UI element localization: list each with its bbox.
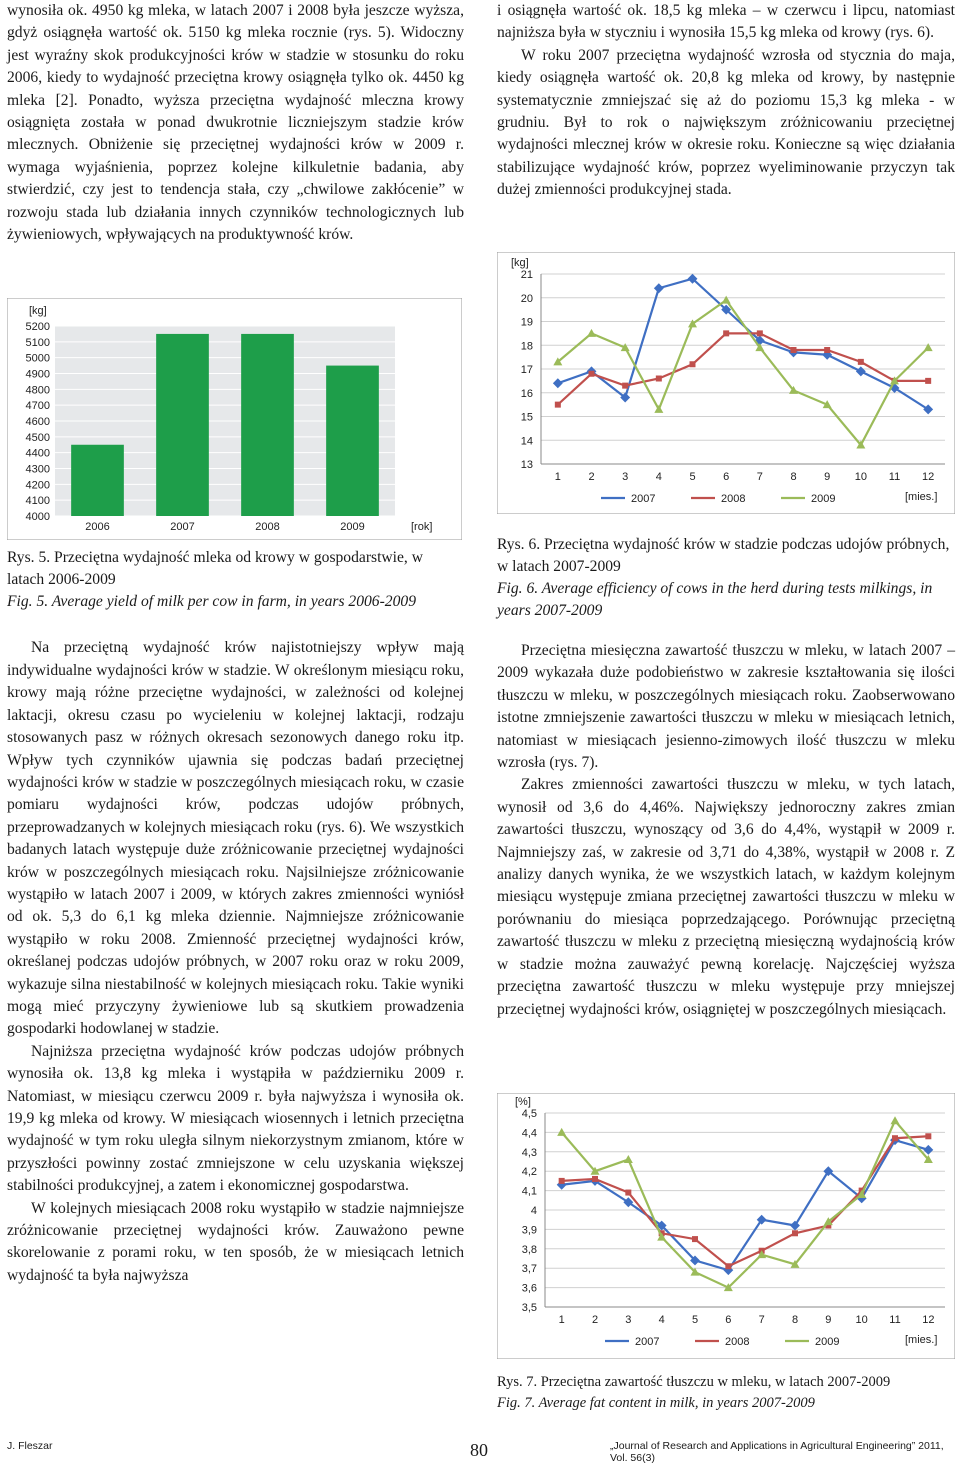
legend-label: 2009	[811, 493, 836, 505]
left-column	[7, 0, 464, 1287]
fig7-caption-pl: Rys. 7. Przeciętna zawartość tłuszczu w mleku, w latach 2007-2009	[497, 1374, 891, 1390]
fig5-caption-pl: Rys. 5. Przeciętna wydajność mleka od krowy w gospodarstwie, w latach 2006-2009	[7, 549, 423, 589]
left-top-paragraph: wynosiła ok. 4950 kg mleka, w latach 2007 i 2008 była jeszcze wyższa, gdyż osiągnęła wartość ok. 5150 kg mleka rocznie (rys. 5). Widoczny jest wyraźny skok produkcyjności krów w stadzie w stosunku do roku 2006, kiedy to wydajność przeciętna krowy osiągnęła tylko ok. 4450 kg mleka [2]. Ponadto, wyższa przeciętna wydajność mleczna krowy osiągnięta została w ponad dwukrotnie liczniejszym stadzie krów mlecznych. Obniżenie się przeciętnej wydajności krów w 2009 r. wymaga wyjaśnienia, poprzez kolejne kilkuletnie badania, aby stwierdzić, czy jest to tendencja stała, czy „chwilowe zakłócenie” w rozwoju stada lub działania innych czynników technologicznych lub żywieniowych, wpływających na produktywność krów.	[7, 2, 464, 244]
x-tick-label: 10	[854, 471, 867, 483]
right-top-paragraph: i osiągnęła wartość ok. 18,5 kg mleka – w czerwcu i lipcu, natomiast najniższa była w styczniu i wynosiła 15,5 kg mleka od krowy (rys. 6).	[497, 2, 955, 42]
x-tick-label: 12	[922, 471, 935, 483]
page-number: 80	[470, 1440, 488, 1460]
x-tick-label: 5	[691, 1314, 699, 1326]
y-tick-label: 4	[530, 1205, 537, 1217]
y-tick-label: 14	[520, 435, 533, 448]
x-tick-label: 2008	[255, 521, 280, 533]
fig5-svg	[7, 298, 462, 540]
y-tick-label: 5000	[25, 352, 50, 365]
x-tick-label: 7	[756, 471, 763, 483]
left-paragraph: W kolejnych miesiącach 2008 roku wystąpiło w stadzie najmniejsze zróżnicowanie przeciętnej wydajności krów. Zauważono pewne skorelowanie z porami roku, w ten sposób, że w miesiącach letnich wydajność ta była najwyższa	[7, 1199, 464, 1284]
x-tick-label: 8	[790, 471, 797, 483]
point-2008	[725, 1263, 731, 1269]
point-2008	[625, 1190, 631, 1196]
fig7-caption-en: Fig. 7. Average fat content in milk, in years 2007-2009	[497, 1395, 815, 1411]
fig6-svg	[497, 252, 955, 514]
x-tick-label: 6	[725, 1314, 732, 1326]
point-2008	[555, 402, 561, 408]
y-tick-label: 4600	[25, 416, 50, 428]
legend-label: 2008	[725, 1336, 750, 1348]
y-tick-label: 3,6	[521, 1282, 537, 1295]
y-tick-label: 18	[520, 340, 533, 353]
x-tick-label: 1	[558, 1314, 565, 1326]
point-2008	[589, 371, 595, 377]
y-tick-label: 4700	[25, 400, 50, 413]
x-tick-label: 2	[591, 1314, 599, 1326]
y-tick-label: 4000	[25, 511, 50, 523]
x-tick-label: 11	[889, 1314, 901, 1326]
fig5-caption-en: Fig. 5. Average yield of milk per cow in farm, in years 2006-2009	[7, 593, 416, 611]
x-tick-label: 8	[791, 1314, 799, 1326]
x-tick-label: 10	[855, 1314, 868, 1326]
y-tick-label: 4,2	[521, 1166, 537, 1179]
x-axis-label: [mies.]	[905, 1334, 938, 1346]
y-tick-label: 3,7	[521, 1263, 537, 1276]
bar	[156, 334, 209, 516]
x-tick-label: 1	[554, 471, 561, 483]
x-tick-label: 3	[622, 471, 629, 483]
y-axis-label: [%]	[515, 1096, 531, 1108]
x-tick-label: 3	[625, 1314, 632, 1326]
y-tick-label: 4200	[25, 479, 50, 492]
right-paragraph: Przeciętna miesięczna zawartość tłuszczu w mleku, w latach 2007 – 2009 wykazała duże podobieństwo w zakresie kształtowania się ilości tłuszczu w mleku, w poszczególnych miesiącach roku. Zaobserwowano istotne zmniejszenie zawartości tłuszczu w mleku w miesiącach letnich, natomiast w miesiącach jesienno-zimowych ilość tłuszczu w mleku wzrosła (rys. 7).	[497, 642, 955, 772]
y-tick-label: 4,5	[521, 1108, 537, 1120]
y-tick-label: 4900	[25, 368, 50, 381]
footer-journal: „Journal of Research and Applications in Agricultural Engineering” 2011, Vol. 56(3)	[610, 1440, 944, 1464]
point-2008	[925, 378, 931, 384]
x-tick-label: 2006	[85, 521, 110, 533]
fig7-chart	[497, 1093, 955, 1359]
fig6-chart	[497, 252, 955, 514]
y-tick-label: 4,1	[521, 1185, 537, 1198]
point-2008	[858, 359, 864, 365]
x-axis-label: [mies.]	[905, 491, 938, 503]
y-tick-label: 20	[520, 292, 533, 305]
point-2008	[622, 383, 628, 389]
y-tick-label: 5100	[25, 336, 50, 349]
x-tick-label: 9	[825, 1314, 832, 1326]
bar	[326, 366, 379, 516]
x-tick-label: 5	[689, 471, 696, 483]
y-tick-label: 21	[520, 269, 533, 281]
y-tick-label: 17	[520, 364, 533, 376]
point-2008	[723, 330, 729, 336]
y-tick-label: 15	[520, 411, 533, 424]
point-2008	[792, 1230, 798, 1236]
point-2008	[592, 1176, 598, 1182]
footer-author: J. Fleszar	[7, 1440, 53, 1452]
y-tick-label: 3,5	[521, 1302, 537, 1314]
point-2008	[824, 347, 830, 353]
point-2008	[656, 376, 662, 382]
y-axis-label: [kg]	[511, 257, 529, 269]
x-tick-label: 4	[655, 471, 662, 483]
point-2008	[925, 1133, 931, 1139]
right-body	[497, 640, 955, 1021]
x-axis-label: [rok]	[411, 521, 433, 533]
bar	[71, 445, 124, 516]
y-tick-label: 4300	[25, 463, 50, 476]
legend-label: 2009	[815, 1336, 840, 1348]
x-tick-label: 2007	[170, 521, 195, 533]
y-tick-label: 4100	[25, 495, 50, 508]
right-paragraph: Zakres zmienności zawartości tłuszczu w mleku, w tych latach, wynosił od 3,6 do 4,46%. Największy jednoroczny zakres zmian zawartości tłuszczu, wynoszący od 3,6 do 4,4%, wystąpił w 2009 r. Najmniejszy zaś, w zakresie od 3,71 do 4,38%, wystąpił w 2008 r. Z analizy danych wynika, że we wszystkich latach, w każdym kolejnym miesiącu występuje zmiana przeciętnej zawartości tłuszczu w mleku w porównaniu do miesiąca poprzedzającego. Porównując przeciętną zawartość tłuszczu w mleku z przeciętną miesięczną wydajnością krów w stadzie można zauważyć pewną korelację. Najczęściej wyższa przeciętna zawartość tłuszczu w mleku występuje przy mniejszej przeciętnej wydajności krów, osiągniętej w poszczególnych miesiącach.	[497, 776, 955, 1018]
y-tick-label: 4,4	[521, 1127, 537, 1140]
fig7-svg	[497, 1093, 955, 1359]
fig6-caption-block	[497, 534, 957, 622]
x-tick-label: 2009	[340, 521, 365, 533]
x-tick-label: 2	[588, 471, 595, 483]
point-2008	[559, 1178, 565, 1184]
fig7-caption-block	[497, 1372, 957, 1414]
y-tick-label: 4800	[25, 384, 50, 397]
point-2008	[757, 330, 763, 336]
fig6-caption-en: Fig. 6. Average efficiency of cows in the herd during tests milkings, in years 2007-2009	[497, 580, 933, 619]
legend-label: 2007	[631, 493, 656, 505]
x-tick-label: 11	[888, 471, 901, 483]
x-tick-label: 12	[922, 1314, 935, 1326]
point-2008	[692, 1236, 698, 1242]
x-tick-label: 4	[658, 1314, 665, 1326]
fig6-caption-pl: Rys. 6. Przeciętna wydajność krów w stadzie podczas udojów próbnych, w latach 2007-2009	[497, 536, 950, 575]
point-2008	[791, 347, 797, 353]
left-paragraph: Najniższa przeciętna wydajność krów podczas udojów próbnych wynosiła ok. 13,8 kg mleka i wystąpiła w październiku 2009 r. Natomiast, w miesiącu czerwcu 2009 r. była najwyższa i wynosiła ok. 19,9 kg mleka od krowy. W miesiącach wiosennych i letnich przeciętna wydajność w tym roku uległa silnym niekorzystnym zmianom, które w przyszłości powinny zostać zmniejszone w celu uzyskania większej stabilności produkcyjnej, a zatem i ekonomicznej gospodarstwa.	[7, 1042, 464, 1195]
y-tick-label: 16	[520, 387, 533, 400]
point-2008	[892, 1135, 898, 1141]
legend-label: 2007	[635, 1336, 660, 1348]
y-tick-label: 4400	[25, 447, 50, 460]
fig5-chart	[7, 298, 462, 540]
x-tick-label: 9	[824, 471, 831, 483]
y-tick-label: 13	[520, 459, 533, 471]
y-tick-label: 3,8	[521, 1243, 537, 1256]
y-tick-label: 4,3	[521, 1146, 537, 1159]
right-top-paragraph: W roku 2007 przeciętna wydajność wzrosła od stycznia do maja, kiedy osiągnęła wartość ok. 20,8 kg mleka od krowy, by następnie systematycznie zmniejszać się aż do poziomu 15,3 kg mleka - w grudniu. Był to rok o największym zróżnicowaniu przeciętnej wydajności mlecznej krów w okresie roku. Konieczne są więc działania stabilizujące wydajność krów, poprzez wyeliminowanie przyczyn tak dużej zmienności produkcyjnej stada.	[497, 46, 955, 199]
y-tick-label: 19	[520, 316, 533, 329]
y-tick-label: 4500	[25, 431, 50, 444]
y-tick-label: 3,9	[521, 1224, 537, 1237]
legend-label: 2008	[721, 493, 746, 505]
y-tick-label: 5200	[25, 321, 50, 333]
x-tick-label: 7	[758, 1314, 765, 1326]
right-column	[497, 0, 955, 202]
left-paragraph: Na przeciętną wydajność krów najistotniejszy wpływ mają indywidualne wydajności krów w stadzie. W określonym miesiącu roku, krowy mają różne przeciętne wydajności, w zależności od kolejnej laktacji, okresu czasu po wycieleniu w kolejnej laktacji, rodzaju stosowanych pasz w różnych okresach sezonowych danego roku itp. Wpływ tych czynników ujawnia się podczas badań przeciętnej wydajności krów w stadzie w poszczególnych miesiącach roku, w czasie pomiaru wydajności krów, podczas udojów próbnych, przeprowadzanych w kolejnych miesiącach roku (rys. 6). We wszystkich badanych latach występuje duże zróżnicowanie przeciętnej wydajności krów w poszczególnych miesiącach roku. Najsilniejsze zróżnicowanie wystąpiło w latach 2007 i 2009, w których zakres zmienności wyniósł od ok. 5,3 do 6,1 kg mleka dziennie. Najmniejsze zróżnicowanie wystąpiło w roku 2008. Zmienność przeciętnej wydajności krów, określanej podczas udojów próbnych, w 2007 roku oraz w roku 2009, wykazuje silna niestabilność w kolejnych miesiącach roku. Takie wyniki mogą mieć przyczyny żywieniowe lub są skutkiem prowadzenia gospodarki hodowlanej w stadzie.	[7, 639, 464, 1038]
point-2008	[690, 361, 696, 367]
bar	[241, 334, 294, 516]
y-axis-label: [kg]	[29, 305, 47, 317]
x-tick-label: 6	[723, 471, 730, 483]
